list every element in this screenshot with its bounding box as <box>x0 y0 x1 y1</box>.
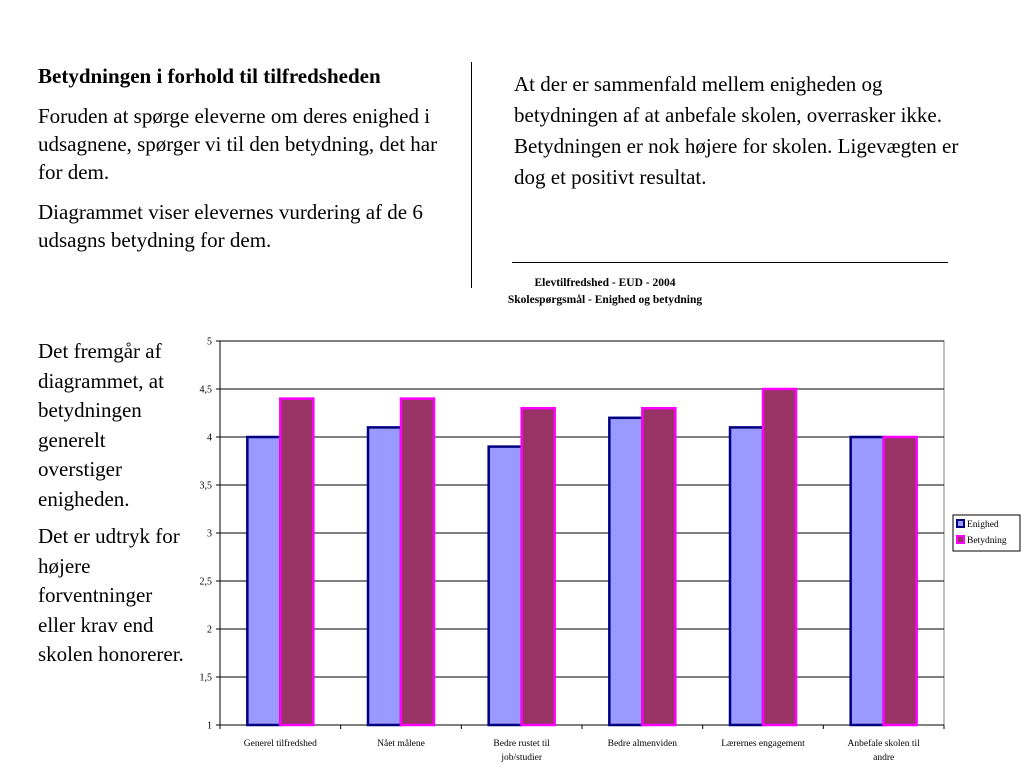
y-tick-label: 3 <box>207 528 212 540</box>
right-paragraph: At der er sammenfald mellem enigheden og betydningen af at anbefale skolen, overrasker ikke. Betydningen er nok højere for skolen. Ligevægten er dog et positivt resultat. <box>514 72 959 189</box>
expectation-paragraph: Det er udtryk for højere forventninger eller krav end skolen honorerer. <box>38 524 184 666</box>
bar-enighed-2 <box>368 427 401 725</box>
bar-enighed-6 <box>851 437 884 725</box>
bar-betydning-4 <box>642 408 675 725</box>
y-tick-label: 4,5 <box>199 384 212 396</box>
x-tick-label: job/studier <box>501 753 542 763</box>
intro-paragraph: Foruden at spørge eleverne om deres enighed i udsagnene, spørger vi til den betydning, det har for dem. <box>38 104 438 184</box>
x-tick-label: Nået målene <box>377 739 425 749</box>
bar-betydning-3 <box>522 408 555 725</box>
x-tick-label: Generel tilfredshed <box>243 739 317 749</box>
bar-betydning-1 <box>280 399 313 725</box>
y-tick-label: 4 <box>207 432 212 444</box>
bar-betydning-5 <box>763 389 796 725</box>
legend-swatch-enighed <box>957 520 964 527</box>
bar-enighed-5 <box>730 427 763 725</box>
bar-betydning-6 <box>884 437 917 725</box>
bar-enighed-1 <box>247 437 280 725</box>
bar-betydning-2 <box>401 399 434 725</box>
y-tick-label: 2,5 <box>199 576 212 588</box>
y-tick-label: 1,5 <box>199 672 212 684</box>
y-tick-label: 5 <box>207 336 212 348</box>
bar-enighed-4 <box>609 418 642 725</box>
y-tick-label: 1 <box>207 720 212 732</box>
x-tick-label: Bedre almenviden <box>607 739 678 749</box>
diagram-description-paragraph: Diagrammet viser elevernes vurdering af de 6 udsagns betydning for dem. <box>38 200 423 252</box>
chart-subtitle: Skolespørgsmål - Enighed og betydning <box>507 294 703 306</box>
legend-swatch-betydning <box>957 536 964 543</box>
section-heading: Betydningen i forhold til tilfredsheden <box>38 64 381 88</box>
y-tick-label: 3,5 <box>199 480 212 492</box>
x-tick-label: Lærernes engagement <box>721 739 805 749</box>
x-tick-label: Bedre rustet til <box>493 739 550 749</box>
conclusion-paragraph: Det fremgår af diagrammet, at betydningen generelt overstiger enigheden. <box>38 339 164 511</box>
legend-label-betydning: Betydning <box>967 536 1007 546</box>
y-tick-label: 2 <box>207 624 212 636</box>
x-tick-label: Anbefale skolen til <box>847 739 920 749</box>
x-tick-label: andre <box>873 753 895 763</box>
chart-title: Elevtilfredshed - EUD - 2004 <box>534 277 676 289</box>
legend-label-enighed: Enighed <box>967 520 999 530</box>
bar-enighed-3 <box>489 447 522 725</box>
